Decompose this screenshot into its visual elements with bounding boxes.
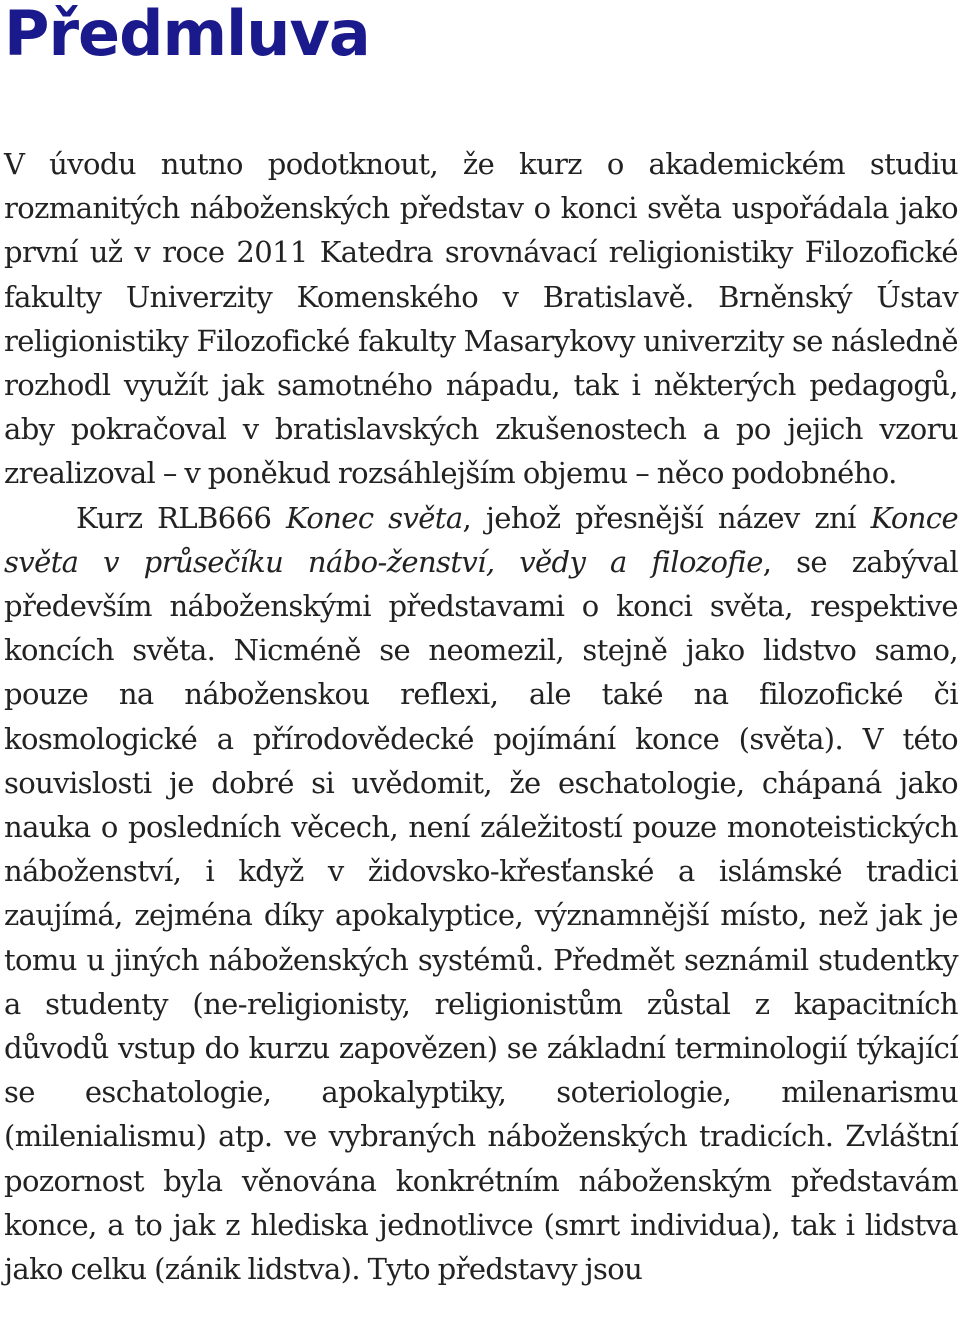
- paragraph-2-part-2: , jehož přesnější název zní: [462, 500, 871, 535]
- paragraph-2-part-1: Kurz RLB666: [76, 500, 287, 535]
- body-text: [4, 142, 958, 1291]
- page-title: Předmluva: [4, 0, 370, 70]
- course-full-title: Konce světa v průsečíku nábo-ženství, vědy a filozofie: [4, 500, 959, 579]
- paragraph-2-part-3: , se zabýval především náboženskými představami o konci světa, respektive koncích světa. Nicméně se neomezil, stejně jako lidstvo samo, pouze na náboženskou reflexi, ale také na filozofické či kosmologické a přírodovědecké pojímání konce (světa). V této souvislosti je dobré si uvědomit, že eschatologie, chápaná jako nauka o posledních věcech, není záležitostí pouze monoteistických náboženství, i když v židovsko-křesťanské a islámské tradici zaujímá, zejména díky apokalyptice, významnější místo, než jak je tomu u jiných náboženských systémů. Předmět seznámil studentky a studenty (ne-religionisty, religionistům zůstal z kapacitních důvodů vstup do kurzu zapovězen) se základní terminologií týkající se eschatologie, apokalyptiky, soteriologie, milenarismu (milenialismu) atp. ve vybraných náboženských tradicích. Zvláštní pozornost byla věnována konkrétním náboženským představám konce, a to jak z hlediska jednotlivce (smrt individua), tak i lidstva jako celku (zánik lidstva). Tyto představy jsou: [4, 544, 959, 1287]
- paragraph-1: V úvodu nutno podotknout, že kurz o akademickém studiu rozmanitých náboženských představ o konci světa uspořádala jako první už v roce 2011 Katedra srovnávací religionistiky Filozofické fakulty Univerzity Komenského v Bratislavě. Brněnský Ústav religionistiky Filozofické fakulty Masarykovy univerzity se následně rozhodl využít jak samotného nápadu, tak i některých pedagogů, aby pokračoval v bratislavských zkušenostech a po jejich vzoru zrealizoval – v poněkud rozsáhlejším objemu – něco podobného.: [4, 147, 958, 491]
- course-title: Konec světa: [286, 500, 463, 535]
- paragraph-2: [4, 496, 958, 1292]
